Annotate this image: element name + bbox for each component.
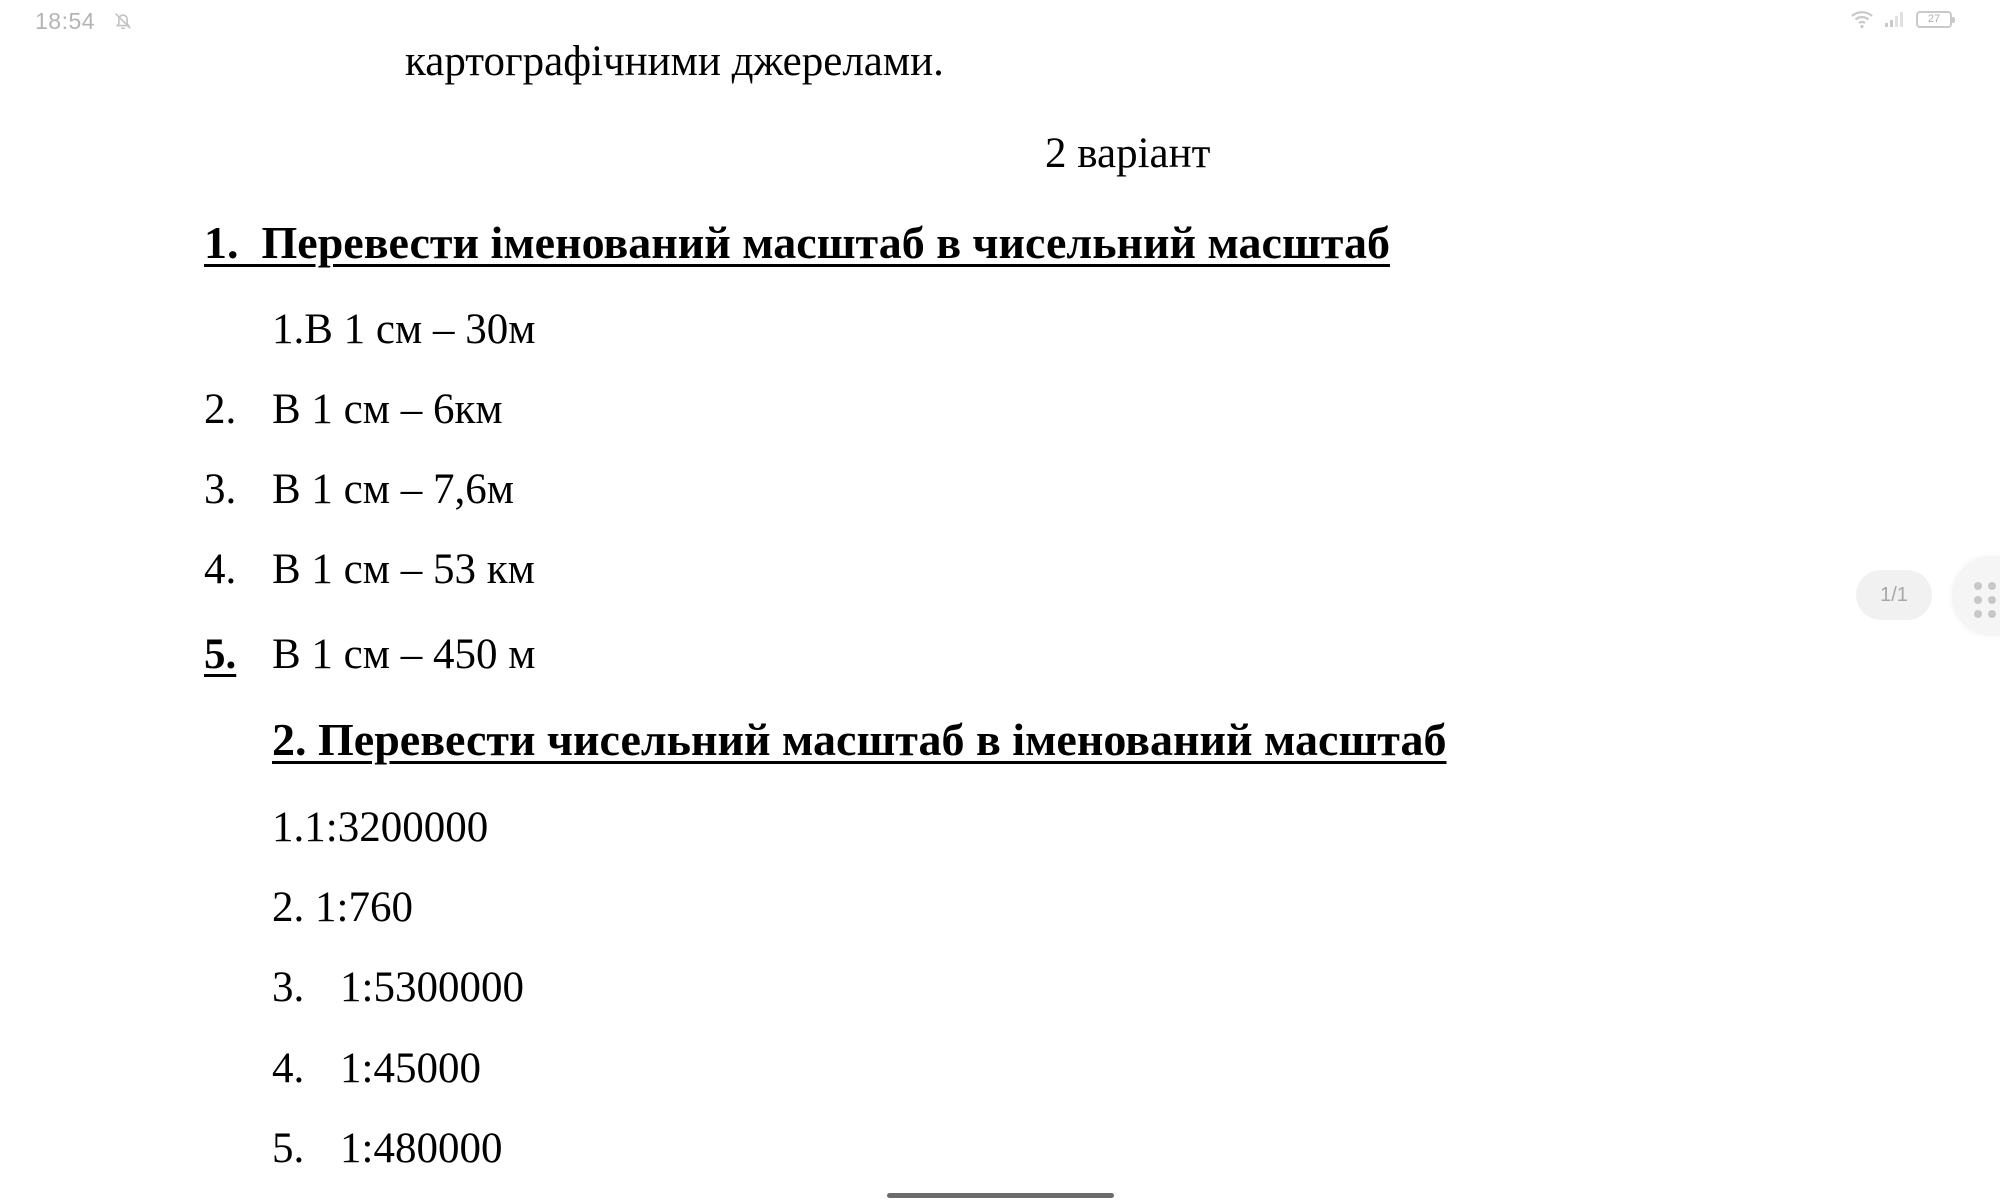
list-item-text: 1:3200000 <box>304 804 489 851</box>
list-item <box>272 308 535 351</box>
home-gesture-bar[interactable] <box>887 1193 1114 1198</box>
list-item <box>272 1127 502 1170</box>
list-item-number: 2. <box>272 884 305 931</box>
list-item-number: 4. <box>272 1045 305 1092</box>
list-item <box>204 468 514 511</box>
list-item-number: 1. <box>272 306 305 353</box>
list-item-text: 1:5300000 <box>340 964 524 1011</box>
list-item-text: 1:760 <box>315 884 413 931</box>
intro-line: картографічними джерелами. <box>405 38 944 85</box>
bell-off-icon <box>112 10 134 32</box>
page-indicator[interactable]: 1/1 <box>1856 570 1932 620</box>
section-2-heading: 2. Перевести чисельний масштаб в іменований масштаб <box>272 714 1447 765</box>
list-item-number: 5. <box>204 631 237 678</box>
list-item-text: В 1 см – 6км <box>272 386 503 433</box>
list-item-number: 2. <box>204 386 237 433</box>
section-1-heading <box>204 217 1390 268</box>
list-item-number: 3. <box>204 466 237 513</box>
list-item <box>204 548 535 591</box>
list-item-number: 5. <box>272 1125 305 1172</box>
list-item <box>272 806 488 849</box>
variant-label: 2 варіант <box>1045 130 1211 177</box>
section-1-number: 1. <box>204 217 239 268</box>
section-1-title: Перевести іменований масштаб в чисельний масштаб <box>261 217 1390 268</box>
list-item-number: 4. <box>204 546 237 593</box>
list-item-text: В 1 см – 450 м <box>272 631 536 678</box>
list-item <box>272 886 413 929</box>
wifi-icon <box>1850 9 1874 29</box>
list-item <box>272 1047 481 1090</box>
list-item-number: 1. <box>272 804 305 851</box>
list-item-number: 3. <box>272 964 305 1011</box>
list-item-text: В 1 см – 53 км <box>272 546 535 593</box>
list-item <box>204 388 503 431</box>
list-item-text: В 1 см – 7,6м <box>272 466 514 513</box>
side-menu-handle[interactable] <box>1952 556 2000 636</box>
battery-level: 27 <box>1927 12 1941 25</box>
list-item-text: В 1 см – 30м <box>304 306 536 353</box>
list-item-text: 1:45000 <box>340 1045 481 1092</box>
list-item <box>204 633 535 676</box>
grip-dots-icon <box>1974 582 1996 618</box>
status-icons <box>1850 9 1952 29</box>
list-item-text: 1:480000 <box>340 1125 503 1172</box>
signal-icon <box>1884 10 1906 28</box>
list-item <box>272 966 524 1009</box>
battery-icon <box>1916 11 1952 28</box>
status-time: 18:54 <box>35 8 96 34</box>
